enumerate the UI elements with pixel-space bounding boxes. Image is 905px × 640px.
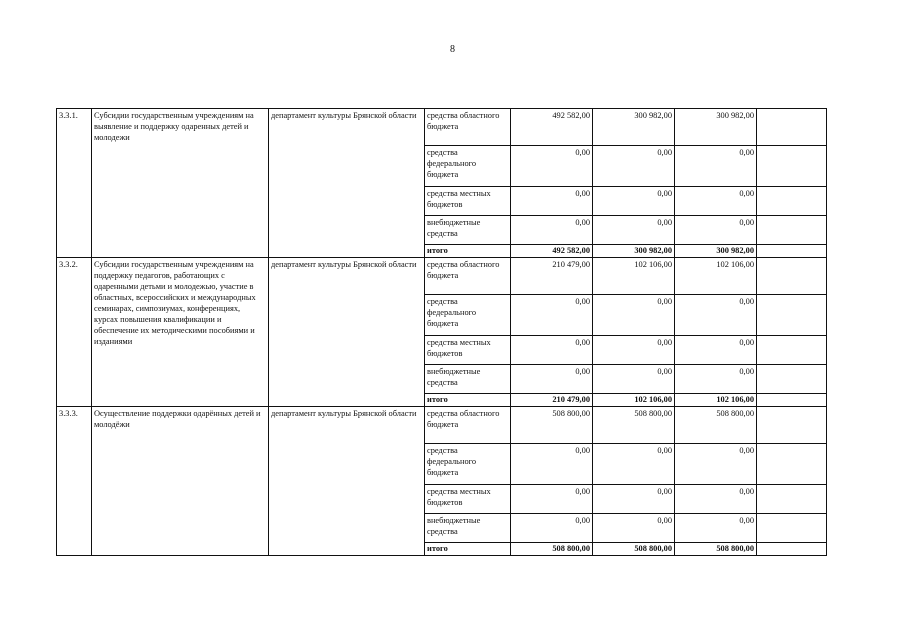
source-label: средства областного бюджета <box>425 258 511 295</box>
source-label: средства областного бюджета <box>425 407 511 444</box>
source-label: средства федерального бюджета <box>425 146 511 187</box>
value-cell: 0,00 <box>593 216 675 245</box>
total-label: итого <box>425 543 511 556</box>
empty-cell <box>757 245 827 258</box>
source-label: внебюджетные средства <box>425 365 511 394</box>
total-value: 300 982,00 <box>675 245 757 258</box>
source-label: внебюджетные средства <box>425 216 511 245</box>
value-cell: 0,00 <box>675 336 757 365</box>
source-label: средства местных бюджетов <box>425 336 511 365</box>
total-value: 210 479,00 <box>511 394 593 407</box>
value-cell: 0,00 <box>511 216 593 245</box>
empty-cell <box>757 444 827 485</box>
value-cell: 0,00 <box>511 514 593 543</box>
value-cell: 0,00 <box>593 187 675 216</box>
value-cell: 508 800,00 <box>511 407 593 444</box>
empty-cell <box>757 407 827 444</box>
total-value: 508 800,00 <box>593 543 675 556</box>
value-cell: 508 800,00 <box>593 407 675 444</box>
value-cell: 0,00 <box>511 444 593 485</box>
value-cell: 300 982,00 <box>593 109 675 146</box>
empty-cell <box>757 365 827 394</box>
source-label: средства областного бюджета <box>425 109 511 146</box>
item-name: Осуществление поддержки одарённых детей и молодёжи <box>92 407 269 556</box>
empty-cell <box>757 336 827 365</box>
value-cell: 0,00 <box>511 146 593 187</box>
value-cell: 0,00 <box>675 295 757 336</box>
empty-cell <box>757 514 827 543</box>
source-label: средства федерального бюджета <box>425 295 511 336</box>
page-number: 8 <box>450 44 455 55</box>
value-cell: 0,00 <box>593 336 675 365</box>
item-name: Субсидии государственным учреждениям на выявление и поддержку одаренных детей и молодежи <box>92 109 269 258</box>
value-cell: 0,00 <box>511 187 593 216</box>
item-code: 3.3.3. <box>57 407 92 556</box>
item-executor: департамент культуры Брянской области <box>269 407 425 556</box>
empty-cell <box>757 258 827 295</box>
item-name: Субсидии государственным учреждениям на поддержку педагогов, работающих с одаренными детьми и молодежью, участие в областных, всероссийских и международных семинарах, симпозиумах, конференциях, курсах повышения квалификации и обеспечение их методическими пособиями и изданиями <box>92 258 269 407</box>
source-label: средства федерального бюджета <box>425 444 511 485</box>
table-row <box>57 407 827 444</box>
total-label: итого <box>425 394 511 407</box>
value-cell: 0,00 <box>593 444 675 485</box>
value-cell: 0,00 <box>593 485 675 514</box>
value-cell: 0,00 <box>511 365 593 394</box>
source-label: средства местных бюджетов <box>425 485 511 514</box>
budget-table <box>56 108 827 556</box>
table-row <box>57 109 827 146</box>
empty-cell <box>757 216 827 245</box>
table-row <box>57 258 827 295</box>
value-cell: 492 582,00 <box>511 109 593 146</box>
empty-cell <box>757 485 827 514</box>
empty-cell <box>757 295 827 336</box>
empty-cell <box>757 146 827 187</box>
total-value: 102 106,00 <box>675 394 757 407</box>
value-cell: 0,00 <box>511 295 593 336</box>
item-executor: департамент культуры Брянской области <box>269 258 425 407</box>
total-value: 508 800,00 <box>675 543 757 556</box>
item-executor: департамент культуры Брянской области <box>269 109 425 258</box>
value-cell: 0,00 <box>511 336 593 365</box>
value-cell: 0,00 <box>675 146 757 187</box>
empty-cell <box>757 187 827 216</box>
value-cell: 508 800,00 <box>675 407 757 444</box>
value-cell: 0,00 <box>593 146 675 187</box>
total-value: 508 800,00 <box>511 543 593 556</box>
value-cell: 300 982,00 <box>675 109 757 146</box>
value-cell: 0,00 <box>675 365 757 394</box>
empty-cell <box>757 543 827 556</box>
value-cell: 0,00 <box>675 216 757 245</box>
item-code: 3.3.1. <box>57 109 92 258</box>
value-cell: 0,00 <box>675 485 757 514</box>
value-cell: 210 479,00 <box>511 258 593 295</box>
total-label: итого <box>425 245 511 258</box>
source-label: средства местных бюджетов <box>425 187 511 216</box>
value-cell: 0,00 <box>675 514 757 543</box>
value-cell: 0,00 <box>593 514 675 543</box>
total-value: 300 982,00 <box>593 245 675 258</box>
total-value: 492 582,00 <box>511 245 593 258</box>
value-cell: 0,00 <box>675 444 757 485</box>
empty-cell <box>757 109 827 146</box>
item-code: 3.3.2. <box>57 258 92 407</box>
value-cell: 0,00 <box>511 485 593 514</box>
value-cell: 102 106,00 <box>593 258 675 295</box>
empty-cell <box>757 394 827 407</box>
value-cell: 0,00 <box>593 365 675 394</box>
value-cell: 102 106,00 <box>675 258 757 295</box>
value-cell: 0,00 <box>675 187 757 216</box>
total-value: 102 106,00 <box>593 394 675 407</box>
value-cell: 0,00 <box>593 295 675 336</box>
source-label: внебюджетные средства <box>425 514 511 543</box>
